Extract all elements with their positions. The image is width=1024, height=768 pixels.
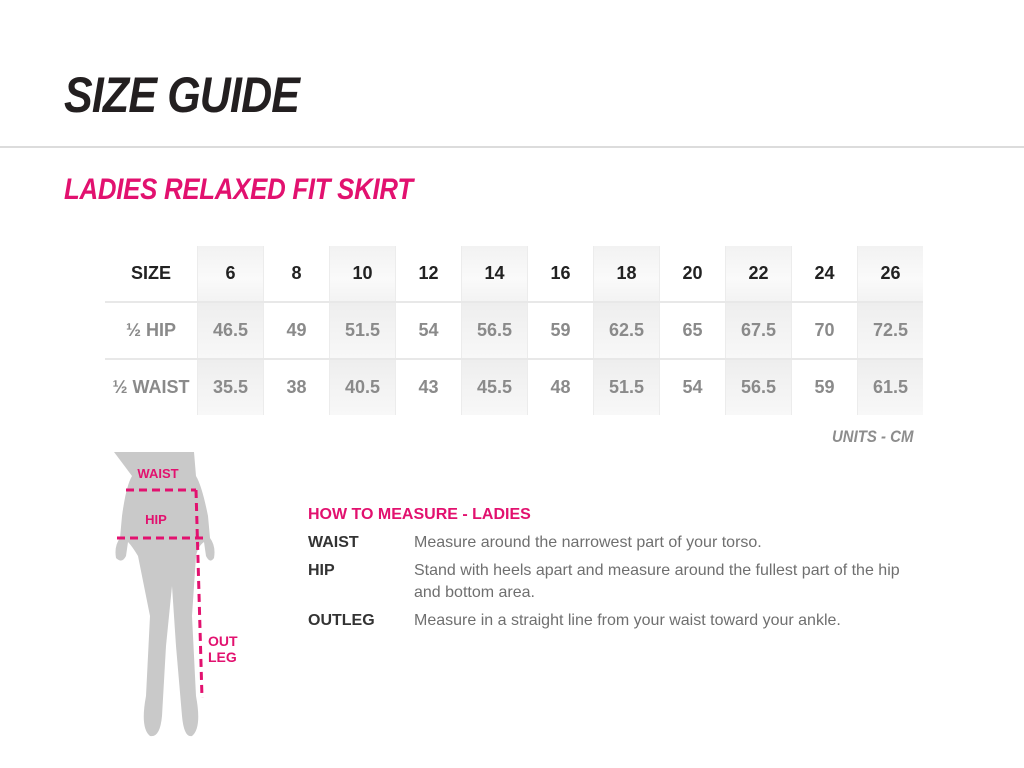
value-cell: 38 — [264, 359, 330, 415]
size-cell: 16 — [528, 246, 594, 302]
measure-item-hip — [308, 560, 948, 604]
measure-description: Measure around the narrowest part of your torso. — [414, 534, 762, 551]
value-cell: 46.5 — [198, 302, 264, 359]
how-to-measure-section — [308, 506, 948, 638]
hip-label: HIP — [145, 512, 167, 527]
value-cell: 54 — [396, 302, 462, 359]
units-label: UNITS - CM — [832, 427, 914, 446]
product-title: LADIES RELAXED FIT SKIRT — [64, 173, 413, 206]
size-cell: 20 — [660, 246, 726, 302]
value-cell: 35.5 — [198, 359, 264, 415]
table-header-row — [105, 246, 923, 302]
value-cell: 51.5 — [594, 359, 660, 415]
size-cell: 24 — [792, 246, 858, 302]
size-cell: 6 — [198, 246, 264, 302]
outleg-label-line1: OUT — [208, 633, 238, 649]
value-cell: 54 — [660, 359, 726, 415]
measure-item-waist — [308, 532, 948, 554]
value-cell: 49 — [264, 302, 330, 359]
size-cell: 12 — [396, 246, 462, 302]
table-row-waist — [105, 359, 923, 415]
value-cell: 59 — [528, 302, 594, 359]
value-cell: 43 — [396, 359, 462, 415]
value-cell: 56.5 — [462, 302, 528, 359]
table-row-hip — [105, 302, 923, 359]
waist-label: WAIST — [137, 466, 179, 481]
value-cell: 45.5 — [462, 359, 528, 415]
size-cell: 10 — [330, 246, 396, 302]
divider — [0, 146, 1024, 148]
row-label: ½ HIP — [105, 302, 198, 359]
outleg-label-line2: LEG — [208, 649, 237, 665]
size-cell: 18 — [594, 246, 660, 302]
value-cell: 59 — [792, 359, 858, 415]
value-cell: 67.5 — [726, 302, 792, 359]
value-cell: 40.5 — [330, 359, 396, 415]
size-cell: 8 — [264, 246, 330, 302]
size-cell: 26 — [858, 246, 924, 302]
measure-term: HIP — [308, 562, 335, 579]
size-cell: 22 — [726, 246, 792, 302]
body-silhouette-icon — [92, 446, 252, 746]
size-table — [105, 246, 923, 415]
value-cell: 70 — [792, 302, 858, 359]
size-header-label: SIZE — [130, 263, 171, 283]
value-cell: 62.5 — [594, 302, 660, 359]
value-cell: 56.5 — [726, 359, 792, 415]
size-cell: 14 — [462, 246, 528, 302]
measure-item-outleg — [308, 610, 948, 632]
measure-description: Stand with heels apart and measure around the fullest part of the hip and bottom area. — [414, 562, 900, 601]
value-cell: 61.5 — [858, 359, 924, 415]
measure-description: Measure in a straight line from your waist toward your ankle. — [414, 612, 841, 629]
how-to-measure-heading: HOW TO MEASURE - LADIES — [308, 506, 531, 523]
value-cell: 72.5 — [858, 302, 924, 359]
page-title: SIZE GUIDE — [64, 67, 300, 123]
value-cell: 65 — [660, 302, 726, 359]
measure-term: OUTLEG — [308, 612, 375, 629]
value-cell: 51.5 — [330, 302, 396, 359]
value-cell: 48 — [528, 359, 594, 415]
measure-term: WAIST — [308, 534, 359, 551]
body-measurement-figure — [92, 446, 252, 746]
row-label: ½ WAIST — [105, 359, 198, 415]
